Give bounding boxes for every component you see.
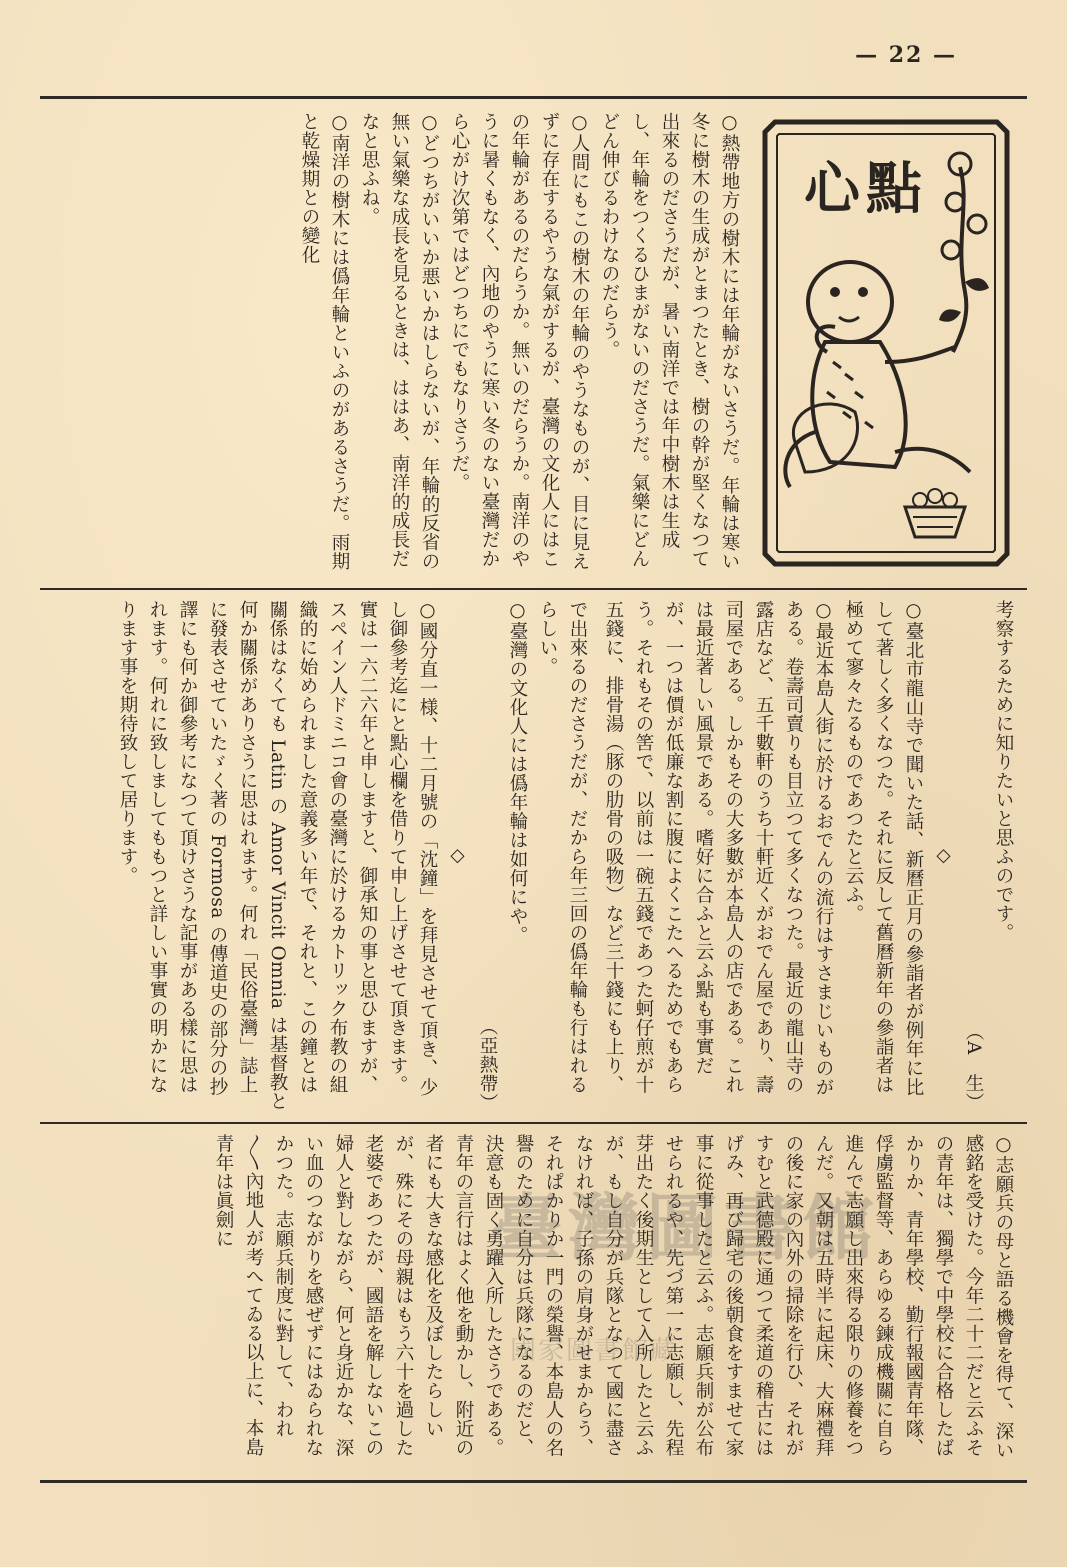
page-number: — 22 — (855, 42, 957, 68)
middle-left-article (112, 600, 592, 1112)
letter-body: ○國分直一様、十二月號の「沈鐘」を拜見させて頂き、少し御參考迄にと點心欄を借りて申し上げさせて頂きます。實は一六二六年と申しますと、御承知の事と思ひますが、スペイン人ドミニコ會の臺灣に於けるカトリック布教の組織的に始められました意義多い年で、それと、この鐘とは關係はなくても Latin の Amor Vincit Omnia は基督教と何か關係がありさうに思はれます。何れ「民俗臺灣」誌上に發表させていたゞく著の Formosa の傳道史の部分の抄譯にも何か御參考になつて頂けさうな記事がある樣に思はれます。何れに致しましてももつと詳しい事實の明かになります事を期待致して居ります。 (117, 600, 438, 1111)
lower-rule (40, 1122, 1027, 1124)
top-para-3: ○どつちがいいか悪いかはしらないが、年輪的反省の無い氣樂な成長を見るときは、ははあ、南洋的成長だなと思ふね。 (359, 112, 440, 571)
watermark-line-2: 國家圖書館藏 (510, 1336, 679, 1366)
volunteer-article (112, 1134, 1018, 1470)
tropical-note-1: で出來るのださうだが、だから年三回の僞年輪も行はれるらしい。 (537, 600, 588, 1094)
diamond-divider-3: ◇ (933, 845, 954, 867)
tropical-note-2: ○臺灣の文化人には僞年輪は如何にや。 (507, 600, 528, 945)
ryuzanji-note: ○臺北市龍山寺で聞いた話、新曆正月の參詣者が例年に比して著しく多くなつた。それに反して舊曆新年の參詣者は極めて寥々たるものであつたと云ふ。 (843, 600, 924, 1097)
top-para-4: ○南洋の樹木には僞年輪といふのがあるさうだ。雨期と乾燥期との變化 (299, 112, 350, 571)
top-para-1: ○熱帶地方の樹木には年輪がないさうだ。年輪は寒い冬に樹木の生成がとまつたとき、樹の幹が堅くなつて出來るのださうだが、暑い南洋では年中樹木は生成し、年輪をつくるひまがないのださうだ。氣樂にどんどん伸びるわけなのだらう。 (599, 112, 740, 571)
middle-right-article (600, 600, 1018, 1112)
top-rule (40, 96, 1027, 99)
top-article (112, 112, 744, 578)
bottom-rule (40, 1480, 1027, 1483)
signature-aneitai: （亞熱帶） (477, 1017, 498, 1112)
oden-note: ○最近本島人街に於けるおでんの流行はすさまじいものがある。卷壽司賣りも目立つて多くなつた。最近の龍山寺の露店など、五千數軒のうち十軒近くがおでん屋であり、壽司屋である。しかもその大多數が本島人の店である。これは最近著しい風景である。嗜好に合ふと云ふ點も事實だが、一つは價が低廉な割に腹によくこたへるためでもあらう。それもその筈で、以前は一碗五錢であつた蚵仔煎が十五錢に、排骨湯（豚の肋骨の吸物）など三十錢にも上り、 (603, 600, 834, 1097)
betel-note-end: 考察するために知りたいと思ふのです。 (993, 600, 1014, 942)
diamond-divider: ◇ (447, 845, 468, 867)
emblem-title: 心點 (804, 156, 928, 222)
middle-rule (40, 588, 1027, 590)
volunteer-body: ○志願兵の母と語る機會を得て、深い感銘を受けた。今年二十二だと云ふその青年は、獨學で中學校に合格したばかりか、青年學校、勤行報國青年隊、俘虜監督等、あらゆる鍊成機關に自ら進んで志願し出來得る限りの修養をつんだ。又朝は五時半に起床、大麻禮拜の後に家の內外の掃除を行ひ、それがすむと武德殿に通つて柔道の稽古にはげみ、再び歸宅の後朝食をすませて家事に從事したと云ふ。志願兵制が公布せられるや、先づ第一に志願し、先程芽出たく後期生として入所したと云ふが、もし自分が兵隊となつて國に盡さなければ、子孫の肩身がせまからう、それぱかりか一門の榮譽、本島人の名譽のために自分は兵隊になるのだと、決意も固く勇躍入所したさうである。青年の言行はよく他を動かし、附近の者にも大きな感化を及ぼしたらしいが、殊にその母親はもう六十を過した老婆であつたが、國語を解しないこの婦人と對しながら、何と身近かな、深い血のつながりを感ぜずにはゐられなかつた。志願兵制度に對して、われ〳〵內地人が考へてゐる以上に、本島青年は眞劍に (213, 1134, 1014, 1460)
signature-a-sei: （A 生） (963, 1022, 984, 1112)
watermark-line-1: 臺灣圖書館 (490, 1185, 881, 1270)
top-para-2: ○人間にもこの樹木の年輪のやうなものが、目に見えずに存在するやうな氣がするが、臺灣の文化人にはこの年輪があるのだらうか。無いのだらうか。南洋のやうに暑くもなく、內地のやうに寒い冬のない臺灣だから心がけ次第ではどつちにでもなりさうだ。 (449, 112, 590, 571)
